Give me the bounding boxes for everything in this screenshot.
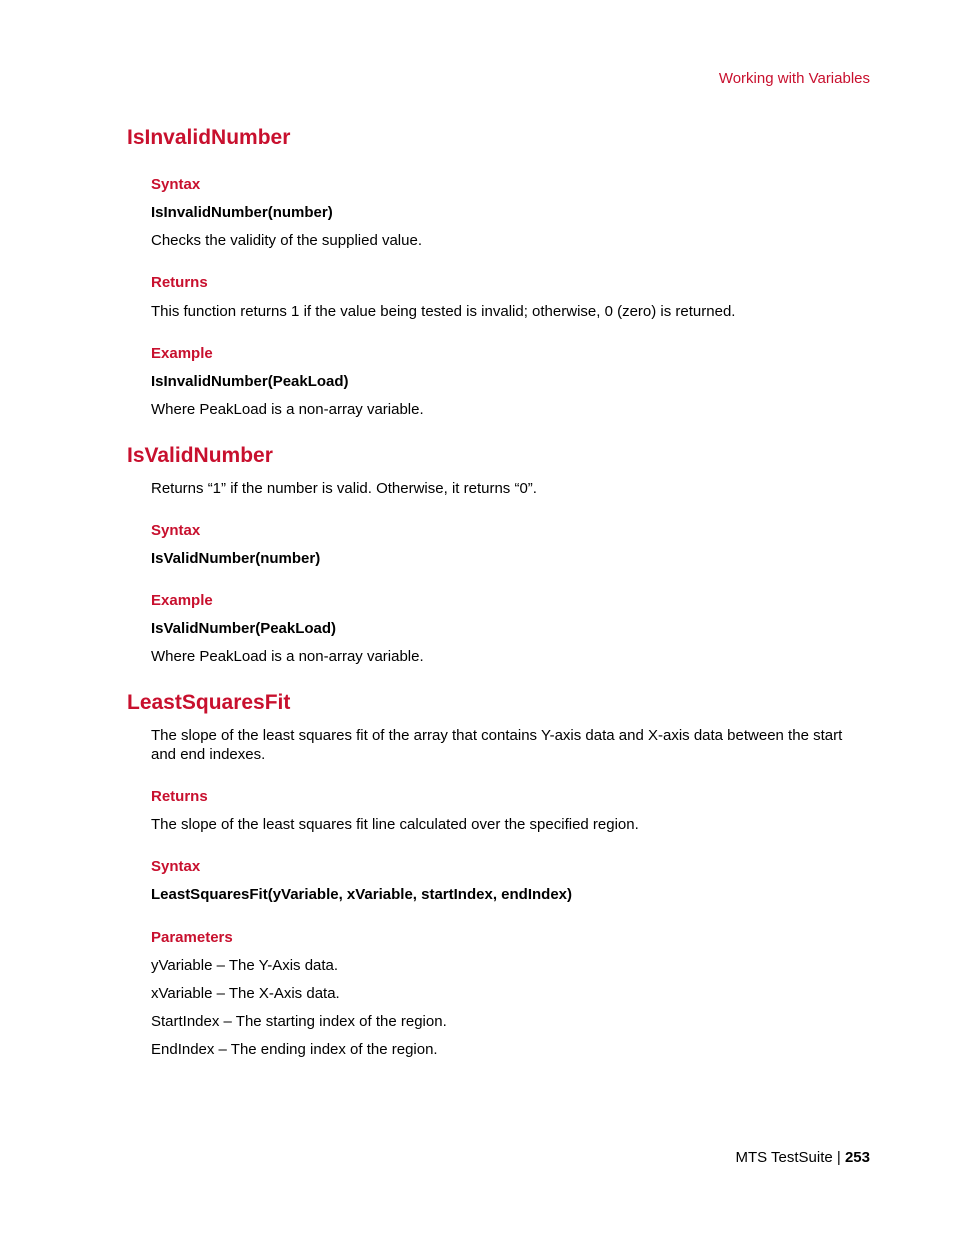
subheading-syntax: Syntax	[151, 522, 201, 539]
example-description: Where PeakLoad is a non-array variable.	[151, 648, 424, 665]
parameter-item: yVariable – The Y-Axis data.	[151, 957, 339, 974]
parameter-item: EndIndex – The ending index of the region.	[151, 1041, 438, 1058]
syntax-text: IsInvalidNumber(number)	[151, 204, 333, 221]
heading-leastsquaresfit: LeastSquaresFit	[127, 691, 291, 714]
heading-isvalidnumber: IsValidNumber	[127, 444, 273, 467]
subheading-syntax: Syntax	[151, 176, 201, 193]
subheading-syntax: Syntax	[151, 858, 201, 875]
parameter-item: StartIndex – The starting index of the region.	[151, 1013, 447, 1030]
returns-text: This function returns 1 if the value being tested is invalid; otherwise, 0 (zero) is returned.	[151, 303, 736, 320]
syntax-description: Checks the validity of the supplied value.	[151, 232, 422, 249]
example-code: IsValidNumber(PeakLoad)	[151, 620, 337, 637]
parameter-item: xVariable – The X-Axis data.	[151, 985, 340, 1002]
intro-text: The slope of the least squares fit of the array that contains Y-axis data and X-axis data between the start and end indexes.	[151, 727, 843, 763]
intro-text: Returns “1” if the number is valid. Otherwise, it returns “0”.	[151, 480, 537, 497]
example-description: Where PeakLoad is a non-array variable.	[151, 401, 424, 418]
subheading-example: Example	[151, 345, 213, 362]
syntax-text: LeastSquaresFit(yVariable, xVariable, startIndex, endIndex)	[151, 886, 572, 903]
running-header: Working with Variables	[718, 70, 870, 87]
example-code: IsInvalidNumber(PeakLoad)	[151, 373, 349, 390]
subheading-parameters: Parameters	[151, 929, 233, 946]
footer-separator: |	[836, 1149, 841, 1166]
page-number: 253	[844, 1149, 870, 1166]
subheading-returns: Returns	[151, 274, 208, 291]
syntax-text: IsValidNumber(number)	[151, 550, 321, 567]
returns-text: The slope of the least squares fit line calculated over the specified region.	[151, 816, 639, 833]
subheading-returns: Returns	[151, 788, 208, 805]
subheading-example: Example	[151, 592, 213, 609]
footer-product: MTS TestSuite	[735, 1149, 833, 1166]
page-footer	[735, 1149, 870, 1166]
heading-isinvalidnumber: IsInvalidNumber	[127, 126, 291, 149]
